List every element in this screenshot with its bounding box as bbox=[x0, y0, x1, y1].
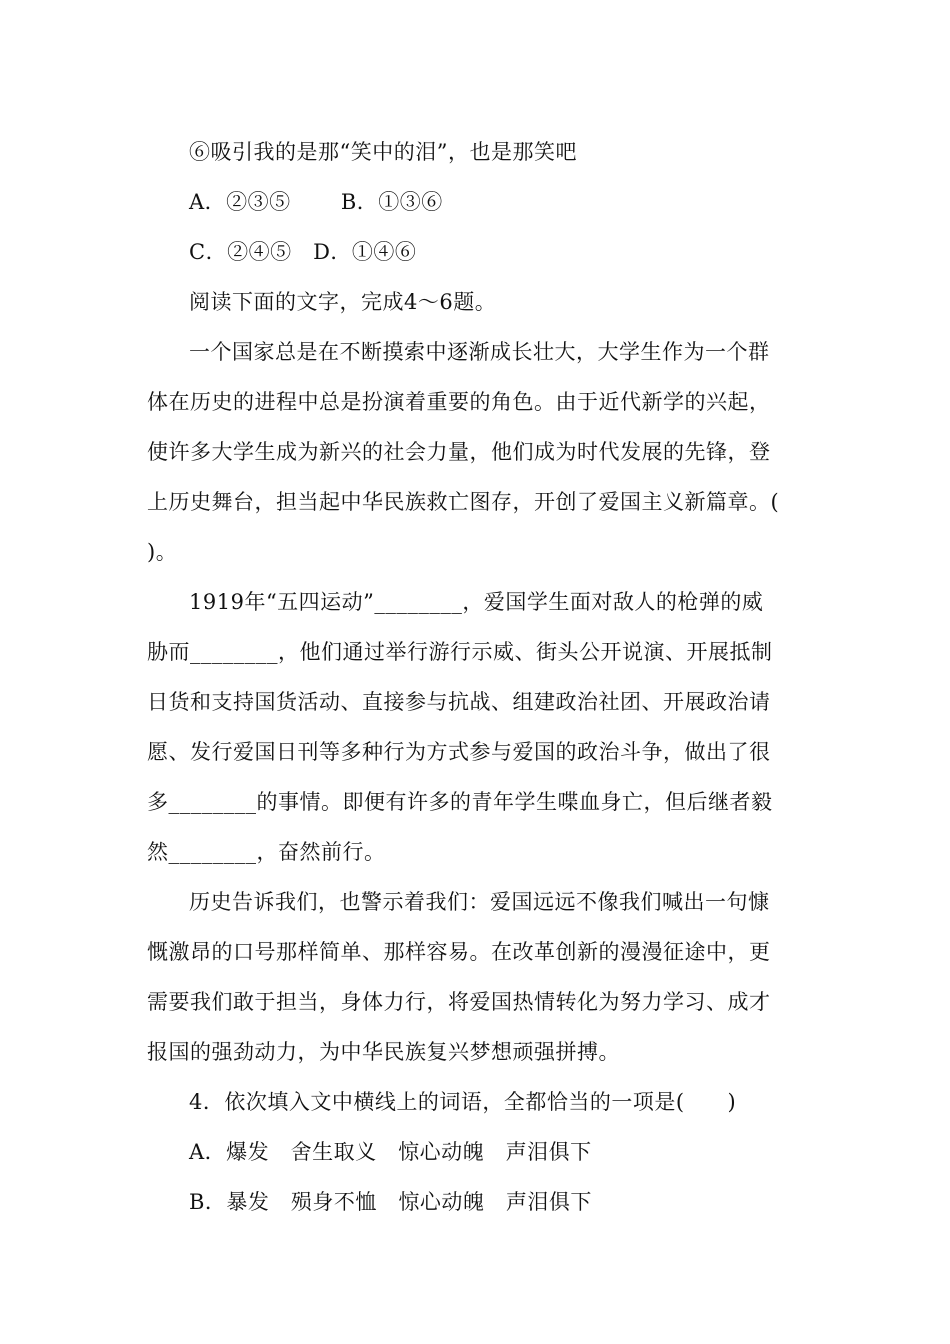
paragraph-2-line-3: 日货和支持国货活动、直接参与抗战、组建政治社团、开展政治请 bbox=[147, 690, 771, 714]
paragraph-3-line-3: 需要我们敢于担当，身体力行，将爱国热情转化为努力学习、成才 bbox=[147, 990, 771, 1014]
question-4: 4．依次填入文中横线上的词语，全都恰当的一项是( ) bbox=[189, 1090, 737, 1114]
reading-instruction: 阅读下面的文字，完成4～6题。 bbox=[189, 290, 497, 314]
paragraph-1-line-2: 体在历史的进程中总是扮演着重要的角色。由于近代新学的兴起， bbox=[147, 390, 771, 414]
paragraph-2-line-1: 1919年“五四运动”________，爱国学生面对敌人的枪弹的威 bbox=[189, 590, 764, 614]
paragraph-1-line-4: 上历史舞台，担当起中华民族救亡图存，开创了爱国主义新篇章。( bbox=[147, 490, 780, 514]
answer-options-ab: A．②③⑤ B．①③⑥ bbox=[189, 190, 443, 214]
paragraph-2-line-5: 多________的事情。即便有许多的青年学生喋血身亡，但后继者毅 bbox=[147, 790, 773, 814]
paragraph-2-line-6: 然________，奋然前行。 bbox=[147, 840, 386, 864]
paragraph-2-line-2: 胁而________，他们通过举行游行示威、街头公开说演、开展抵制 bbox=[147, 640, 773, 664]
question-4-option-a: A．爆发 舍生取义 惊心动魄 声泪俱下 bbox=[189, 1140, 592, 1164]
paragraph-3-line-2: 慨激昂的口号那样简单、那样容易。在改革创新的漫漫征途中，更 bbox=[147, 940, 771, 964]
paragraph-3-line-1: 历史告诉我们，也警示着我们：爱国远远不像我们喊出一句慷 bbox=[189, 890, 770, 914]
paragraph-1-line-3: 使许多大学生成为新兴的社会力量，他们成为时代发展的先锋，登 bbox=[147, 440, 771, 464]
answer-options-cd: C．②④⑤ D．①④⑥ bbox=[189, 240, 417, 264]
paragraph-1-line-1: 一个国家总是在不断摸索中逐渐成长壮大，大学生作为一个群 bbox=[189, 340, 770, 364]
paragraph-3-line-4: 报国的强劲动力，为中华民族复兴梦想顽强拼搏。 bbox=[147, 1040, 620, 1064]
option-6-line: ⑥吸引我的是那“笑中的泪”，也是那笑吧 bbox=[189, 140, 577, 164]
paragraph-1-line-5: )。 bbox=[147, 540, 178, 564]
question-4-option-b: B．暴发 殒身不恤 惊心动魄 声泪俱下 bbox=[189, 1190, 592, 1214]
paragraph-2-line-4: 愿、发行爱国日刊等多种行为方式参与爱国的政治斗争，做出了很 bbox=[147, 740, 771, 764]
